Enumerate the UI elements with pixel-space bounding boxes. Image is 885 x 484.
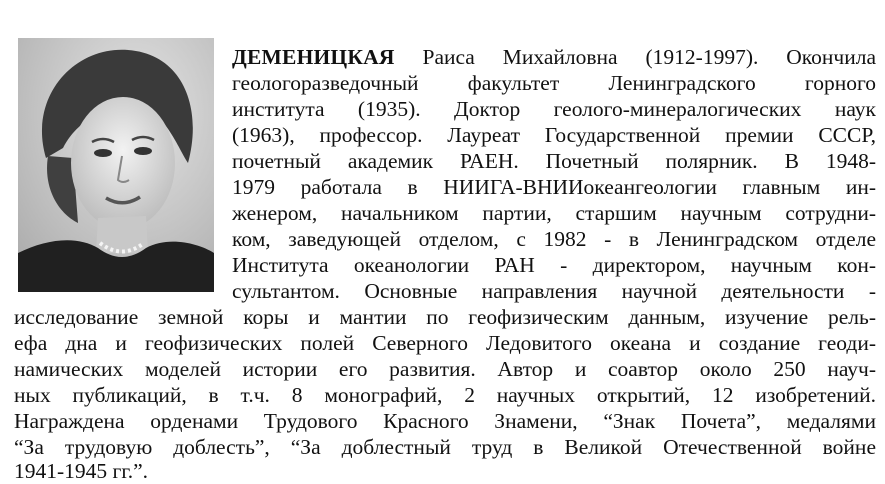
text-line [232,44,876,70]
text-line: почетный академик РАЕН. Почетный полярник. В 1948- [232,149,876,173]
text-line: (1963), профессор. Лауреат Государственной премии СССР, [232,123,876,147]
text-line: геологоразведочный факультет Ленинградского горного [232,71,876,95]
text-line: 1979 работала в НИИГА-ВНИИокеангеологии главным ин- [232,175,876,199]
first-line-text: Раиса Михайловна (1912-1997). Окончила [422,45,876,69]
text-line: Института океанологии РАН - директором, научным кон- [232,253,876,277]
text-line: женером, начальником партии, старшим научным сотрудни- [232,201,876,225]
text-line: ком, заведующей отделом, с 1982 - в Ленинградском отделе [232,227,876,251]
text-line: 1941-1945 гг.”. [14,459,149,483]
text-line: исследование земной коры и мантии по геофизическим данным, изучение рель- [14,305,876,329]
text-line: ных публикаций, в т.ч. 8 монографий, 2 научных открытий, 12 изобретений. [14,383,876,407]
text-line: “За трудовую доблесть”, “За доблестный труд в Великой Отечественной войне [14,435,876,459]
text-line: сультантом. Основные направления научной деятельности - [232,279,876,303]
surname: ДЕМЕНИЦКАЯ [232,45,395,69]
text-line: намических моделей истории его развития. Автор и соавтор около 250 науч- [14,357,876,381]
text-line: ефа дна и геофизических полей Северного Ледовитого океана и создание геоди- [14,331,876,355]
text-line: Награждена орденами Трудового Красного Знамени, “Знак Почета”, медалями [14,409,876,433]
text-line: института (1935). Доктор геолого-минералогических наук [232,97,876,121]
